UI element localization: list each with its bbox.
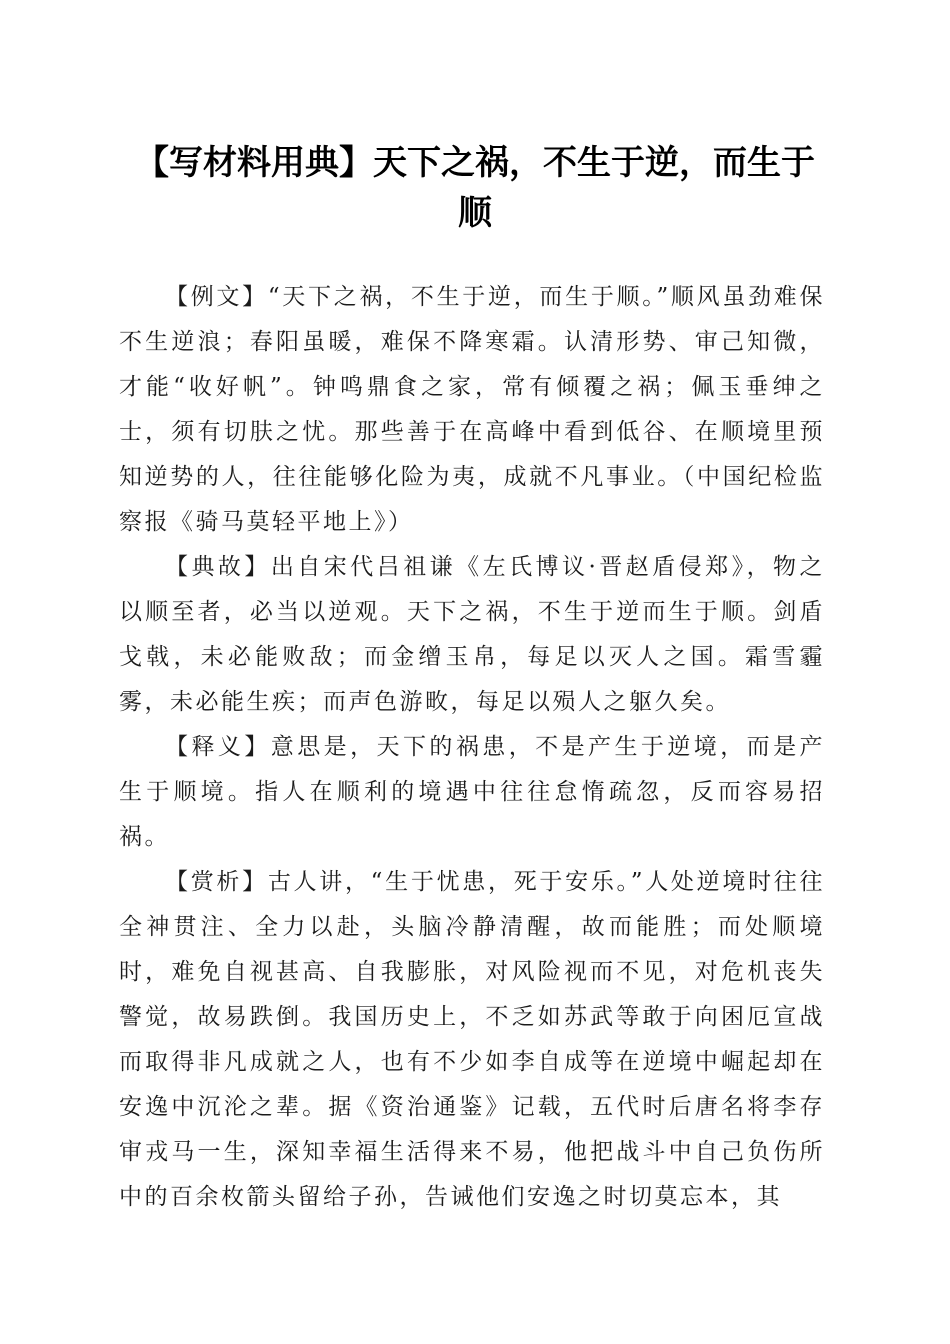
document-body [119,275,825,1220]
section-tag-allusion: 【典故】 [165,554,271,580]
paragraph-text-meaning: 意思是，天下的祸患，不是产生于逆境，而是产生于顺境。指人在顺利的境遇中往往怠惰疏忽，反而容易招祸。 [119,734,825,850]
paragraph-text-allusion: 出自宋代吕祖谦《左氏博议·晋赵盾侵郑》，物之以顺至者，必当以逆观。天下之祸，不生于逆而生于顺。剑盾戈戟，未必能败敌；而金缯玉帛，每足以灭人之国。霜雪霾雾，未必能生疾；而声色游畋，每足以殒人之躯久矣。 [119,554,826,715]
document-title: 【写材料用典】天下之祸，不生于逆，而生于顺 [135,143,815,233]
paragraph-example [119,275,825,545]
paragraph-text-appreciation: 古人讲，“生于忧患，死于安乐。”人处逆境时往往全神贯注、全力以赴，头脑冷静清醒，故而能胜；而处顺境时，难免自视甚高、自我膨胀，对风险视而不见，对危机丧失警觉，故易跌倒。我国历史上，不乏如苏武等敢于向困厄宣战而取得非凡成就之人，也有不少如李自成等在逆境中崛起却在安逸中沉沦之辈。据《资治通鉴》记载，五代时后唐名将李存审戎马一生，深知幸福生活得来不易，他把战斗中自己负伤所中的百余枚箭头留给子孙，告诫他们安逸之时切莫忘本，其 [119,869,825,1210]
paragraph-text-example: “天下之祸，不生于逆，而生于顺。”顺风虽劲难保不生逆浪；春阳虽暖，难保不降寒霜。认清形势、审己知微，才能“收好帆”。钟鸣鼎食之家，常有倾覆之祸；佩玉垂绅之士，须有切肤之忧。那些善于在高峰中看到低谷、在顺境里预知逆势的人，往往能够化险为夷，成就不凡事业。（中国纪检监察报《骑马莫轻平地上》） [119,284,825,535]
paragraph-meaning [119,725,825,860]
paragraph-appreciation [119,860,825,1220]
paragraph-allusion [119,545,825,725]
section-tag-meaning: 【释义】 [165,734,271,760]
section-tag-appreciation: 【赏析】 [165,869,268,895]
section-tag-example: 【例文】 [165,284,268,310]
